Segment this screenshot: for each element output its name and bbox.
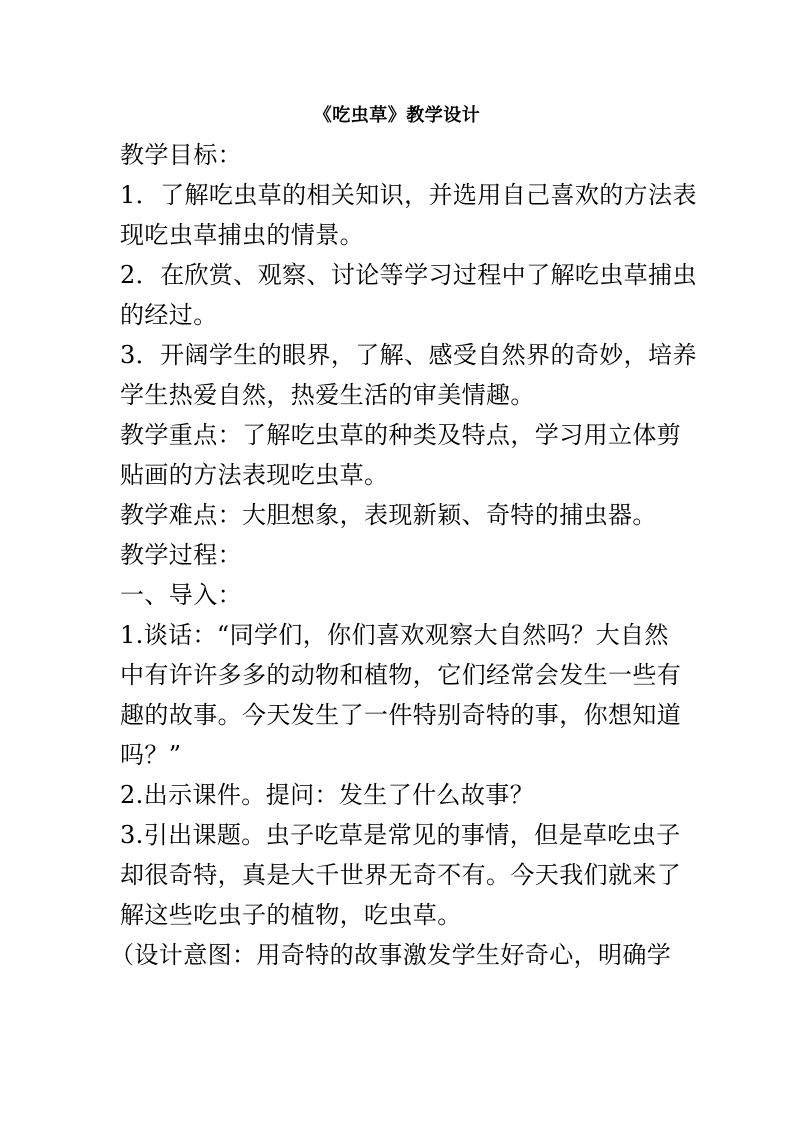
text-line: 教学过程：: [120, 541, 242, 569]
text-line: 1．了解吃虫草的相关知识，并选用自己喜欢的方法表: [120, 181, 697, 209]
text-line: 教学难点：大胆想象，表现新颖、奇特的捕虫器。: [120, 501, 657, 529]
text-line: 教学目标：: [120, 141, 242, 169]
text-line: 现吃虫草捕虫的情景。: [120, 221, 364, 249]
text-line: （设计意图：用奇特的故事激发学生好奇心，明确学: [110, 941, 672, 969]
text-line: 3．开阔学生的眼界，了解、感受自然界的奇妙，培养: [120, 341, 697, 369]
text-line: 1.谈话：“同学们，你们喜欢观察大自然吗？大自然: [120, 621, 669, 649]
text-line: 3.引出课题。虫子吃草是常见的事情，但是草吃虫子: [120, 821, 681, 849]
text-line: 的经过。: [120, 301, 218, 329]
text-line: 解这些吃虫子的植物，吃虫草。: [120, 901, 462, 929]
text-line: 吗？”: [120, 741, 182, 769]
text-line: 趣的故事。今天发生了一件特别奇特的事，你想知道: [120, 701, 682, 729]
text-line: 一、导入：: [120, 581, 242, 609]
text-line: 2.出示课件。提问：发生了什么故事？: [120, 781, 535, 809]
page-title: 《吃虫草》教学设计: [313, 105, 481, 126]
text-line: 贴画的方法表现吃虫草。: [120, 461, 389, 489]
text-line: 却很奇特，真是大千世界无奇不有。今天我们就来了: [120, 861, 682, 889]
text-line: 2．在欣赏、观察、讨论等学习过程中了解吃虫草捕虫: [120, 261, 697, 289]
text-line: 学生热爱自然，热爱生活的审美情趣。: [120, 381, 535, 409]
text-line: 中有许许多多的动物和植物，它们经常会发生一些有: [120, 661, 682, 689]
text-line: 教学重点：了解吃虫草的种类及特点，学习用立体剪: [120, 421, 682, 449]
